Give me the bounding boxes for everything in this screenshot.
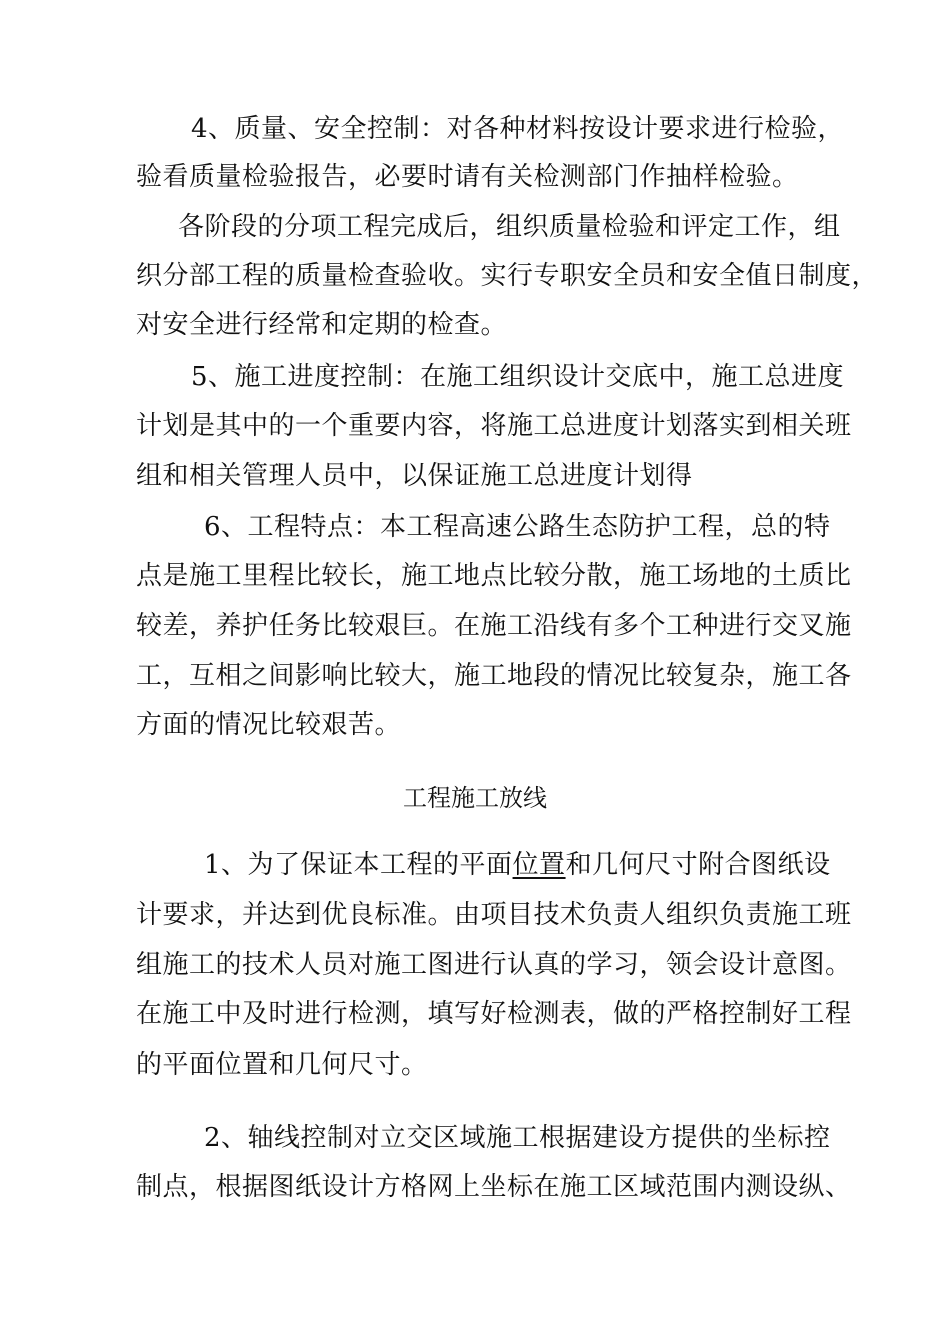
paragraph-line: 计划是其中的一个重要内容，将施工总进度计划落实到相关班 xyxy=(136,411,852,441)
paragraph-line: 2、轴线控制对立交区域施工根据建设方提供的坐标控 xyxy=(204,1123,831,1153)
line-text: 和几何尺寸附合图纸设 xyxy=(565,850,831,880)
paragraph-line: 4、质量、安全控制：对各种材料按设计要求进行检验， xyxy=(191,114,845,144)
paragraph-line: 验看质量检验报告，必要时请有关检测部门作抽样检验。 xyxy=(136,162,799,192)
paragraph-line: 工，互相之间影响比较大，施工地段的情况比较复杂，施工各 xyxy=(136,661,852,691)
paragraph-line: 组施工的技术人员对施工图进行认真的学习，领会设计意图。 xyxy=(136,950,852,980)
paragraph-line: 的平面位置和几何尺寸。 xyxy=(136,1050,428,1080)
underlined-term: 位置 xyxy=(512,850,566,880)
paragraph-line xyxy=(204,848,831,882)
paragraph-line: 在施工中及时进行检测，填写好检测表，做的严格控制好工程 xyxy=(136,999,852,1029)
paragraph-line: 点是施工里程比较长，施工地点比较分散，施工场地的土质比 xyxy=(136,561,852,591)
paragraph-line: 6、工程特点：本工程高速公路生态防护工程，总的特 xyxy=(204,512,831,542)
section-heading: 工程施工放线 xyxy=(403,784,547,812)
paragraph-line: 计要求，并达到优良标准。由项目技术负责人组织负责施工班 xyxy=(136,900,852,930)
paragraph-line: 各阶段的分项工程完成后，组织质量检验和评定工作，组 xyxy=(178,212,841,242)
paragraph-line: 较差，养护任务比较艰巨。在施工沿线有多个工种进行交叉施 xyxy=(136,611,852,641)
paragraph-line: 织分部工程的质量检查验收。实行专职安全员和安全值日制度， xyxy=(136,261,879,291)
paragraph-line: 5、施工进度控制：在施工组织设计交底中，施工总进度 xyxy=(191,362,845,392)
line-text: 1、为了保证本工程的平面 xyxy=(204,850,513,880)
paragraph-line: 对安全进行经常和定期的检查。 xyxy=(136,310,508,340)
paragraph-line: 制点，根据图纸设计方格网上坐标在施工区域范围内测设纵、 xyxy=(136,1172,852,1202)
paragraph-line: 方面的情况比较艰苦。 xyxy=(136,710,402,740)
paragraph-line: 组和相关管理人员中，以保证施工总进度计划得 xyxy=(136,461,693,491)
